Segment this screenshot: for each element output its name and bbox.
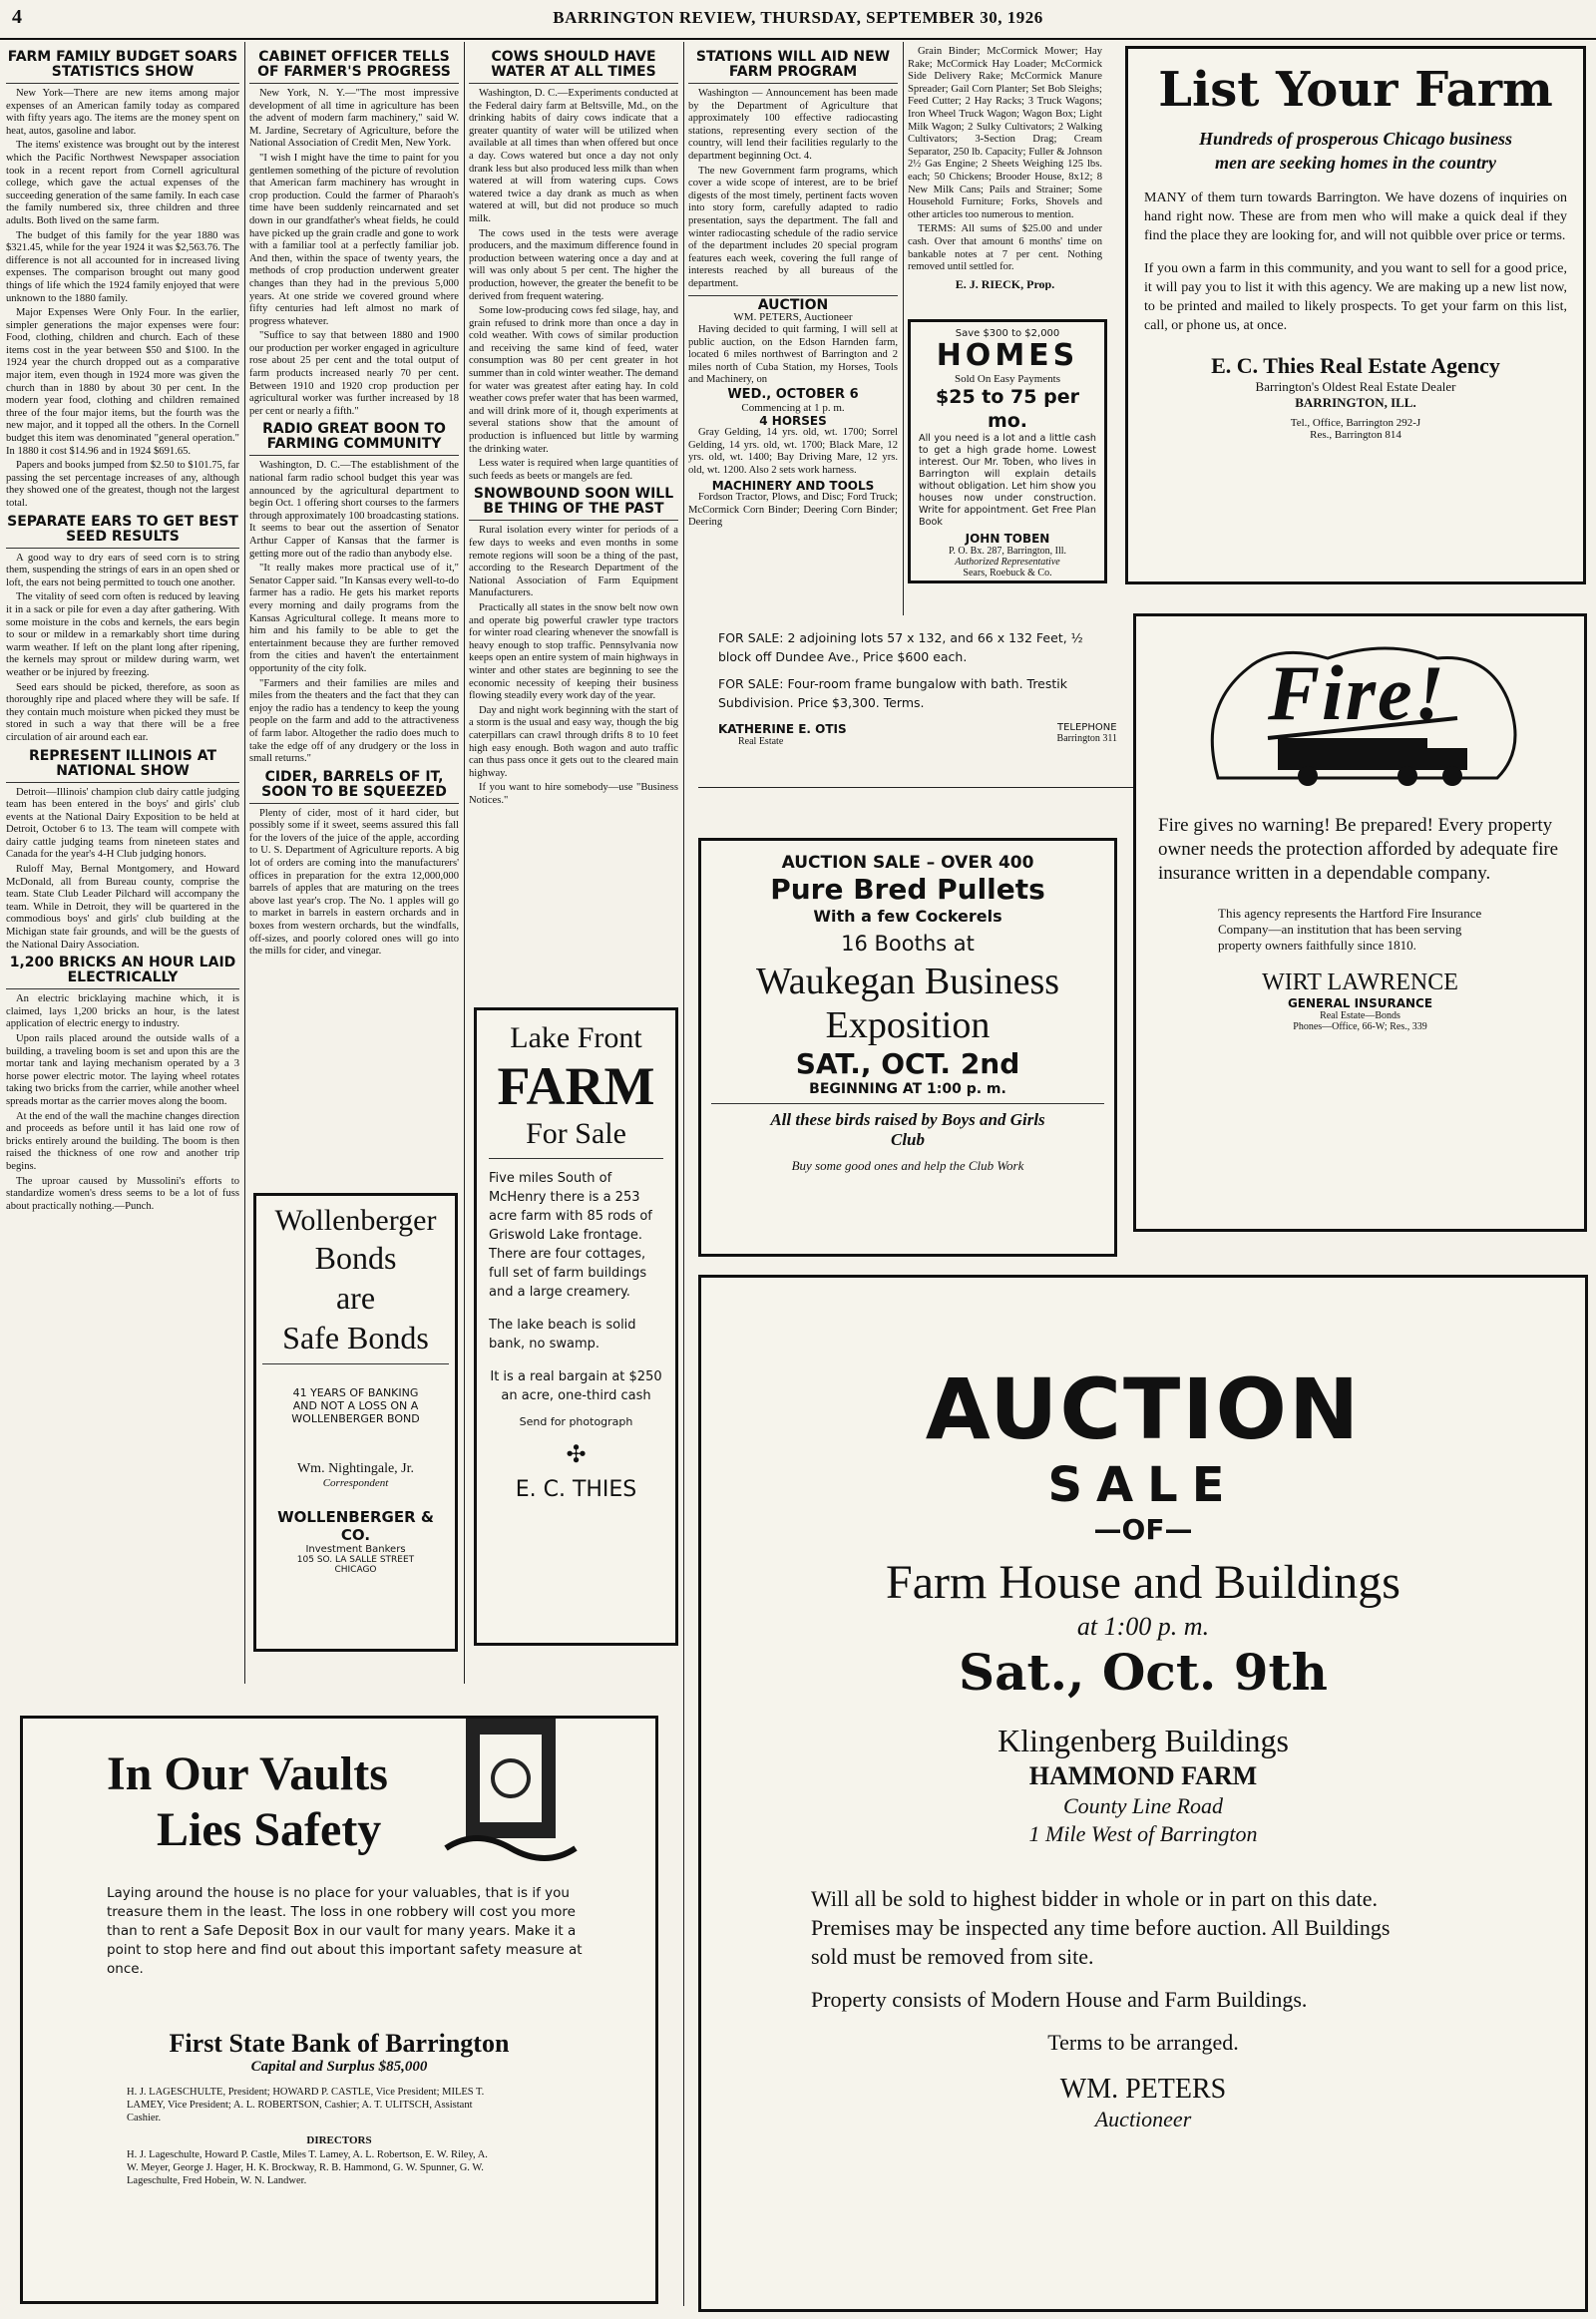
agent-role: Authorized Representative <box>955 557 1060 568</box>
fire-insurance-ad <box>1133 613 1587 1232</box>
article-paragraph: Rural isolation every winter for periods of a few days to weeks and even months in some remote regions will soon be a thing of the past, according to the Research Department of the National Association of Farm Equipment Manufacturers. <box>469 525 678 599</box>
agent-address: P. O. Bx. 287, Barrington, Ill. <box>948 546 1067 557</box>
ad-date: SAT., OCT. 2nd <box>795 1047 1020 1080</box>
agent-role: Correspondent <box>322 1477 389 1489</box>
firm-city: BARRINGTON, ILL. <box>1295 395 1416 410</box>
article-headline: COWS SHOULD HAVE WATER AT ALL TIMES <box>469 50 678 84</box>
ad-heading: For Sale <box>526 1117 626 1150</box>
article-paragraph: "Suffice to say that between 1880 and 1900 our production per worker engaged in agriculture rose about 25 per cent and the total output of farm products increased nearly 70 per cent. Between 1910 and 1920 crop production per agricultural worker was further increased by 18 per cent or nearly a fifth." <box>249 330 459 417</box>
article-headline: RADIO GREAT BOON TO FARMING COMMUNITY <box>249 422 459 456</box>
article-paragraph: The cows used in the tests were average producers, and the maximum difference found in production between watering once a day and at will was only about 5 per cent. The higher the production, however, the greater the benefit to be derived from frequent watering. <box>469 227 678 302</box>
auction-section: 4 HORSES <box>759 413 827 428</box>
ad-line: —OF— <box>1093 1513 1193 1546</box>
ad-heading: Waukegan Business <box>755 961 1060 1002</box>
auction-time: Commencing at 1 p. m. <box>741 401 845 414</box>
ad-body: The lake beach is solid bank, no swamp. <box>489 1318 636 1352</box>
ad-body: Will all be sold to highest bidder in whole or in part on this date. Premises may be inspected any time before auction. All Buildings sold must be removed from site. <box>811 1886 1391 1969</box>
ad-heading: Farm House and Buildings <box>886 1556 1400 1609</box>
agent-name: JOHN TOBEN <box>965 532 1050 546</box>
article-headline: REPRESENT ILLINOIS AT NATIONAL SHOW <box>6 749 239 783</box>
fire-logo-text: Fire! <box>1268 649 1447 736</box>
ad-body: MANY of them turn towards Barrington. We have dozens of inquiries on hand right now. These are from men who will make a quick deal if they find the place they are looking for, and will not quibble over price or terms. <box>1144 191 1567 243</box>
ad-tagline: 41 YEARS OF BANKING <box>292 1386 419 1399</box>
article-paragraph: Grain Binder; McCormick Mower; Hay Rake; McCormick Hay Loader; McCormick Side Delivery Rake; McCormick Manure Spreader; Gail Corn Planter; Set Bob Sleighs; Feed Cutter; 2 Hay Racks; 3 Truck Wagons; Iron Wheel Truck Wagon; Wagon Box; Light Milk Wagon; 2 Sulky Cultivators; 2 Walking Cultivators; 3-Section Drag; Cream Separator, 250 lb. Capacity; Fuller & Johnson 2½ Gas Engine; 2 Sheets Weighing 125 lbs. each; 50 Chickens; Brooder House, 8x12; 8 New Milk Cans; Pails and Strainer; Some Household Furniture; Forks, Shovels and other articles too numerous to mention. <box>908 46 1102 220</box>
ad-heading: Lake Front <box>510 1021 642 1054</box>
article-paragraph: If you want to hire somebody—use "Business Notices." <box>469 782 678 806</box>
page-number: 4 <box>12 6 22 28</box>
auction-date: WED., OCTOBER 6 <box>727 387 859 403</box>
ad-body: Five miles South of McHenry there is a 253 acre farm with 85 rods of Griswold Lake frontage. There are four cottages, full set of farm buildings and a large creamery. <box>489 1171 652 1300</box>
ad-note: Send for photograph <box>519 1415 633 1428</box>
vaults-bank-ad <box>20 1716 658 2304</box>
ad-subheading: Hundreds of prosperous Chicago business men are seeking homes in the country <box>1198 129 1513 173</box>
logo-sub: CHICAGO <box>334 1565 377 1575</box>
ad-location: HAMMOND FARM <box>1028 1761 1258 1790</box>
ad-body: Property consists of Modern House and Farm Buildings. <box>811 1987 1308 2012</box>
article-paragraph: Practically all states in the snow belt now own and operate big powerful crawler type tractors for winter road clearing whenever the snowfall is heavy enough to stop traffic. Pennsylvania now keeps open an entire system of main highways in winter and other states are beginning to see the economic necessity of keeping their business flowing steadily every work day of the year. <box>469 601 678 702</box>
homes-ad <box>908 319 1107 583</box>
article-paragraph: New York, N. Y.—"The most impressive development of all time in agriculture has been the advent of modern farm machinery," said W. M. Jardine, Secretary of Agriculture, before the National Association of Credit Men, New York. <box>249 88 459 150</box>
article-paragraph: Fordson Tractor, Plows, and Disc; Ford Truck; McCormick Corn Binder; Deering Corn Binder; Deering <box>688 492 898 529</box>
wollenberger-ad <box>253 1193 458 1652</box>
article-paragraph: Day and night work beginning with the start of a storm is the usual and easy way, though the big caterpillars can crawl through drifts 8 to 10 feet high easy enough. Both wagon and auto traffic can thus pass once it gets out to the cleared main highway. <box>469 704 678 779</box>
logo-sub: 105 SO. LA SALLE STREET <box>296 1555 415 1565</box>
ad-line: Sold On Easy Payments <box>954 373 1061 385</box>
agent-sub: Real Estate—Bonds <box>1320 1010 1400 1021</box>
ad-line: Safe Bonds <box>282 1320 429 1355</box>
column-5 <box>908 46 1102 290</box>
phone-number: Barrington 311 <box>1056 733 1117 744</box>
agent-name: WIRT LAWRENCE <box>1262 969 1458 995</box>
ad-body: Fire gives no warning! Be prepared! Every property owner needs the protection afforded by adequate fire insurance written in a dependable company. <box>1158 815 1559 884</box>
firm-phone: Tel., Office, Barrington 292-J <box>1290 417 1421 429</box>
auctioneer-role: Auctioneer <box>1094 2107 1192 2131</box>
column-2 <box>249 46 459 1183</box>
ad-heading: Pure Bred Pullets <box>770 873 1045 906</box>
ad-line: 16 Booths at <box>841 932 975 956</box>
ad-heading: FARM <box>497 1056 655 1116</box>
article-paragraph: Papers and books jumped from $2.50 to $101.75, far passing the set percentage increases of any, although they showed one of the greatest, though not the largest total. <box>6 460 239 509</box>
bank-directors: H. J. Lageschulte, Howard P. Castle, Miles T. Lamey, A. L. Robertson, E. W. Riley, A. W. Meyer, George J. Hager, H. K. Brockway, R. B. Hammond, G. W. Spunner, G. W. Lageschulte, Fred Hobein, W. N. Landwer. <box>127 2149 488 2186</box>
ad-date: Sat., Oct. 9th <box>959 1643 1328 1702</box>
ad-listing: FOR SALE: 2 adjoining lots 57 x 132, and 66 x 132 Feet, ½ block off Dundee Ave., Price $600 each. <box>718 630 1083 664</box>
auctioneer-name: WM. PETERS <box>1059 2074 1227 2105</box>
article-paragraph: At the end of the wall the machine changes direction and proceeds as before until it has laid one row of bricks entirely around the building. The boom is then raised the thickness of one row and another trip begins. <box>6 1110 239 1172</box>
newspaper-title: BARRINGTON REVIEW, THURSDAY, SEPTEMBER 30, 1926 <box>553 8 1043 27</box>
article-paragraph: Ruloff May, Bernal Montgomery, and Howard McDonald, all from Bureau county, comprise the team. State Club Leader Pilchard will accompany the team. While in Detroit, they will be quartered in the commodious boys' and girls' club building at the Michigan state fair grounds, and will be the guests of the National Dairy Association. <box>6 864 239 951</box>
article-headline: SNOWBOUND SOON WILL BE THING OF THE PAST <box>469 487 678 521</box>
agent-name: Wm. Nightingale, Jr. <box>296 1461 415 1476</box>
article-paragraph: Washington, D. C.—Experiments conducted at the Federal dairy farm at Beltsville, Md., on the drinking habits of dairy cows indicate that a greater quantity of water will be utilized when available at all times than when offered but once a day. Cows watered but once a day not only drank less but also produced less milk than when watered at will from watering cups. Cows watered twice a day drank as much as when watered at will, but did not produce so much milk. <box>469 88 678 224</box>
ad-heading: Exposition <box>825 1004 991 1046</box>
ad-line: Bonds <box>314 1240 397 1276</box>
article-headline: CIDER, BARRELS OF IT, SOON TO BE SQUEEZED <box>249 770 459 804</box>
directors-heading: DIRECTORS <box>306 2134 372 2146</box>
article-headline: STATIONS WILL AID NEW FARM PROGRAM <box>688 50 898 84</box>
ad-note: Buy some good ones and help the Club Work <box>791 1158 1024 1173</box>
masthead <box>0 0 1596 40</box>
bank-capital: Capital and Surplus $85,000 <box>250 2059 428 2075</box>
auction-heading: AUCTION <box>688 295 898 312</box>
list-your-farm-ad <box>1125 46 1586 584</box>
auction-auctioneer: WM. PETERS, Auctioneer <box>733 311 853 324</box>
ad-line: Wollenberger <box>274 1204 437 1237</box>
column-4 <box>688 46 898 614</box>
column-rule <box>903 42 904 615</box>
ad-time: BEGINNING AT 1:00 p. m. <box>809 1081 1006 1097</box>
ad-heading: Lies Safety <box>157 1803 382 1856</box>
ad-body: If you own a farm in this community, and you want to sell for a good price, it will pay you to list it with this agency. We are making up a new list now, to be printed and mailed to likely prospects. To get your farm on this list, call, or phone us, at once. <box>1144 261 1567 333</box>
article-paragraph: Detroit—Illinois' champion club dairy cattle judging team has been entered in the boys' and girls' club events at the National Dairy Exposition to be held at Detroit, October 6 to 13. The team will compete with dairy cattle judging teams from nineteen states and Canada for the year's 4-H Club judging honors. <box>6 786 239 861</box>
column-rule <box>464 42 465 1684</box>
ad-line: are <box>335 1280 376 1316</box>
ad-heading: SALE <box>1047 1457 1239 1513</box>
agent-role: Real Estate <box>738 736 784 747</box>
article-paragraph: Plenty of cider, most of it hard cider, but possibly some if it sweet, seems assured this fall for the lovers of the juice of the apple, according to U. S. Department of Agriculture reports. A big lot of orders are coming into the manufacturers' offices in preparation for the extra 12,000,000 barrels of apples that are maturing on the trees above last year's crop. The No. 1 apples will go to market in barrels in eastern orchards and in boxes from western orchards, but the windfalls, off-sizes, and poorly colored ones will go into the mills for cider, and vinegar. <box>249 807 459 958</box>
article-paragraph: The budget of this family for the year 1880 was $321.45, while for the year 1924 it was $2,563.76. The difference is not all accounted for in increased living expenses. The comparison brought out many good things of life which the 1924 family enjoyed that were unknown to the 1880 family. <box>6 229 239 304</box>
ad-tagline: AND NOT A LOSS ON A <box>292 1399 419 1412</box>
ad-heading: List Your Farm <box>1158 62 1553 118</box>
article-paragraph: A good way to dry ears of seed corn is to string them, suspending the strings of ears in an open shed or loft, the ears not being permitted to touch one another. <box>6 552 239 588</box>
logo-sub: Investment Bankers <box>305 1544 406 1555</box>
article-paragraph: "It really makes more practical use of it," Senator Capper said. "In Kansas every well-to-do farmer has a radio. He gets his market reports every morning and daily programs from the Kansas Agricultural college. It means more to him and his family to be able to get the entertainment because they are further removed from the cities and haven't the entertainment opportunity of the city folk. <box>249 563 459 674</box>
ad-heading: AUCTION <box>925 1360 1362 1458</box>
bank-name: First State Bank of Barrington <box>169 2029 510 2058</box>
phone-label: TELEPHONE <box>1056 722 1117 733</box>
firm-tagline: Barrington's Oldest Real Estate Dealer <box>1255 379 1456 394</box>
article-paragraph: Washington, D. C.—The establishment of the national farm radio school budget this year was announced by the agricultural department to begin Oct. 1 offering short courses to the farmers through approximately 100 broadcasting stations. It seems to bear out the assertion of Senator Arthur Capper of Kansas that the farmer is getting more out of the radio than anybody else. <box>249 460 459 560</box>
auction-signer: E. J. RIECK, Prop. <box>955 276 1055 290</box>
article-paragraph: TERMS: All sums of $25.00 and under cash. Over that amount 6 months' time on bankable notes at 7 per cent. Nothing removed until settled for. <box>908 223 1102 273</box>
ad-heading: AUCTION SALE – OVER 400 <box>781 853 1034 873</box>
column-3 <box>469 46 678 1003</box>
pullets-auction-ad <box>698 838 1117 1257</box>
ad-price: It is a real bargain at $250 an acre, one-third cash <box>490 1369 662 1403</box>
ad-line: Save $300 to $2,000 <box>955 328 1060 339</box>
ad-signer: E. C. THIES <box>515 1477 637 1502</box>
ad-price: $25 to 75 per mo. <box>936 386 1079 432</box>
column-rule <box>683 42 684 2306</box>
article-paragraph: An electric bricklaying machine which, it is claimed, lays 1,200 bricks an hour, is the latest application of electric energy to industry. <box>6 993 239 1030</box>
bank-officers: H. J. LAGESCHULTE, President; HOWARD P. CASTLE, Vice President; MILES T. LAMEY, Vice President; A. L. ROBERTSON, Cashier; A. T. ULITSCH, Assistant Cashier. <box>127 2087 485 2124</box>
article-paragraph: The items' existence was brought out by the interest which the Pacific Northwest Newspaper association took in a recent report from Cornell agricultural college, which gave the actual expenses of the succeeding generation of the same family. In each case the family numbered six, three children and three adults. Both lived on the same farm. <box>6 140 239 226</box>
article-paragraph: Some low-producing cows fed silage, hay, and grain refused to drink more than once a day in cold weather. With cows of similar production and receiving the same kind of feed, water consumption was 80 per cent greater in hot summer than in cold winter weather. The demand for water was greatest after eating hay. In cold weather cows prefer water that has been warmed, and will drink more of it, though experiments at several stations show that the amount of production is influenced but little by warming the drinking water. <box>469 305 678 455</box>
column-1 <box>6 46 239 1682</box>
ornament-icon: ✣ <box>566 1442 587 1468</box>
vault-illustration-icon <box>436 1716 586 1878</box>
article-paragraph: Major Expenses Were Only Four. In the earlier, simpler generations the major expenses were four: Food, clothing, children and church. Each of these items cost in the year between $50 and $100. In the 1924 year the church dropped out as a comparative major item, even though in 1924 more was given the church than in 1880 by about 30 per cent. In the modern year food, clothing and children remained three of the four major items, but the fourth was the new major, and it topped all the others. In the Cornell budget this item was denominated "general operation." In 1880 it cost $14.96 and in 1924 $691.65. <box>6 307 239 457</box>
ad-location: County Line Road <box>1062 1793 1224 1818</box>
ad-tagline: WOLLENBERGER BOND <box>291 1412 420 1425</box>
ad-heading: In Our Vaults <box>107 1747 388 1800</box>
ad-location: 1 Mile West of Barrington <box>1028 1821 1258 1846</box>
agent-role: GENERAL INSURANCE <box>1287 996 1433 1010</box>
ad-body: All you need is a lot and a little cash to get a high grade home. Lowest interest. Our Mr. Toben, who lives in Barrington will explain details without obligation. Let him show you houses now under construction. Write for appointment. Get Free Plan Book <box>919 433 1096 528</box>
article-paragraph: The new Government farm programs, which cover a wide scope of interest, are to be brief digests of the most timely, pertinent facts woven into story form, carefully adapted to radio presentation, says the department. The fall and winter radiocasting schedule of the radio service of the department includes 20 special program features each week, covering the full range of interests reached by all bureaus of the department. <box>688 165 898 289</box>
article-paragraph: Washington — Announcement has been made by the Department of Agriculture that approximately 100 effective radiocasting stations, representing every section of the country, will lend their facilities regularly to the department beginning Oct. 4. <box>688 88 898 162</box>
article-headline: FARM FAMILY BUDGET SOARS STATISTICS SHOW <box>6 50 239 84</box>
article-paragraph: "I wish I might have the time to paint for you gentlemen something of the picture of revolution that American farm machinery has wrought in crop production. Could the farmer of Pharaoh's time have been suddenly reincarnated and set down in our grandfather's wheat fields, he could have picked up the grain cradle and gone to work with a familiar tool at a perfectly familiar job. And then, within the space of twenty years, the methods of crop production underwent greater changes than they had in the previous 5,000 years. At one stride we covered ground where fifty centuries had left almost no mark of progress whatever. <box>249 152 459 327</box>
agent-name: KATHERINE E. OTIS <box>718 722 847 736</box>
ad-body: This agency represents the Hartford Fire Insurance Company—an institution that has been serving property owners faithfully since 1810. <box>1218 906 1482 953</box>
big-auction-ad <box>698 1275 1588 2312</box>
article-paragraph: The vitality of seed corn often is reduced by leaving it in a sack or pile for even a day after gathering. With some moisture in the cobs and kernels, the ears begin to sour or mildew in a remarkably short time during warm weather. If left on the plant long after ripening, the kernels may sprout or mildew during warm, wet weather or be injured by freezing. <box>6 591 239 678</box>
ad-line: With a few Cockerels <box>813 907 1002 926</box>
ad-location: Klingenberg Buildings <box>998 1723 1289 1758</box>
agent-phone: Phones—Office, 66-W; Res., 339 <box>1293 1021 1427 1032</box>
ad-terms: Terms to be arranged. <box>1047 2030 1239 2055</box>
article-headline: SEPARATE EARS TO GET BEST SEED RESULTS <box>6 515 239 549</box>
firm-phone: Res., Barrington 814 <box>1310 429 1401 441</box>
lake-front-farm-ad <box>474 1007 678 1646</box>
ad-note: All these birds raised by Boys and Girls Club <box>770 1110 1045 1149</box>
article-paragraph: Upon rails placed around the outside walls of a building, a traveling boom is set and upon this are the mortar tank and laying mechanism operated by a 3 horse power electric motor. The laying wheel rotates taking two bricks from the carrier, while another wheel spreads mortar as the carrier moves along the boom. <box>6 1033 239 1107</box>
article-paragraph: The uproar caused by Mussolini's efforts to standardize women's dress seems to be a lot of fuss about practically nothing.—Punch. <box>6 1175 239 1212</box>
article-paragraph: Gray Gelding, 14 yrs. old, wt. 1700; Sorrel Gelding, 14 yrs. old, wt. 1700; Black Mare, 12 yrs. old, wt. 1400; Bay Driving Mare, 12 yrs. old, wt. 1200. Also 2 sets work harness. <box>688 427 898 477</box>
otis-for-sale-ad <box>698 618 1137 788</box>
article-paragraph: Less water is required when large quantities of such feeds as beets or mangels are fed. <box>469 458 678 482</box>
article-paragraph: Seed ears should be picked, therefore, as soon as thoroughly ripe and placed where they will be safe. If they contain much moisture when picked they must be stored in such a way that there will be a free circulation of air around each ear. <box>6 681 239 743</box>
ad-body: Laying around the house is no place for your valuables, that is if you treasure them in the least. The loss in one robbery will cost you more than to rent a Safe Deposit Box in our vault for many years. Make it a point to stop here and find out about this important safety measure at once. <box>107 1885 583 1977</box>
ad-heading: HOMES <box>936 338 1079 373</box>
article-paragraph: New York—There are new items among major expenses of an American family today as compared with fifty years ago. The items are the money spent on heat, autos, gasoline and labor. <box>6 88 239 137</box>
article-paragraph: "Farmers and their families are miles and miles from the theaters and the fact that they can enjoy the radio has a tendency to keep the young people on the farm and add to the attractiveness of farm labor. Altogether the radio does much to take the edge off of any drudgery or the loss in small returns." <box>249 677 459 765</box>
ad-listing: FOR SALE: Four-room frame bungalow with bath. Trestik Subdivision. Price $3,300. Terms. <box>718 676 1067 710</box>
firm-name: Sears, Roebuck & Co. <box>963 568 1052 579</box>
article-paragraph: Having decided to quit farming, I will sell at public auction, on the Edson Harnden farm, located 6 miles northwest of Barrington and 2 miles north of Cuba Station, my Horses, Tools and Machinery, on <box>688 324 898 386</box>
fire-logo <box>1158 628 1562 798</box>
auction-section: MACHINERY AND TOOLS <box>711 478 875 493</box>
article-headline: 1,200 BRICKS AN HOUR LAID ELECTRICALLY <box>6 956 239 989</box>
firm-name: E. C. Thies Real Estate Agency <box>1211 353 1500 378</box>
ad-time: at 1:00 p. m. <box>1076 1612 1210 1641</box>
bank-logo: WOLLENBERGER & CO. <box>277 1508 434 1544</box>
article-headline: CABINET OFFICER TELLS OF FARMER'S PROGRESS <box>249 50 459 84</box>
column-rule <box>244 42 245 1684</box>
